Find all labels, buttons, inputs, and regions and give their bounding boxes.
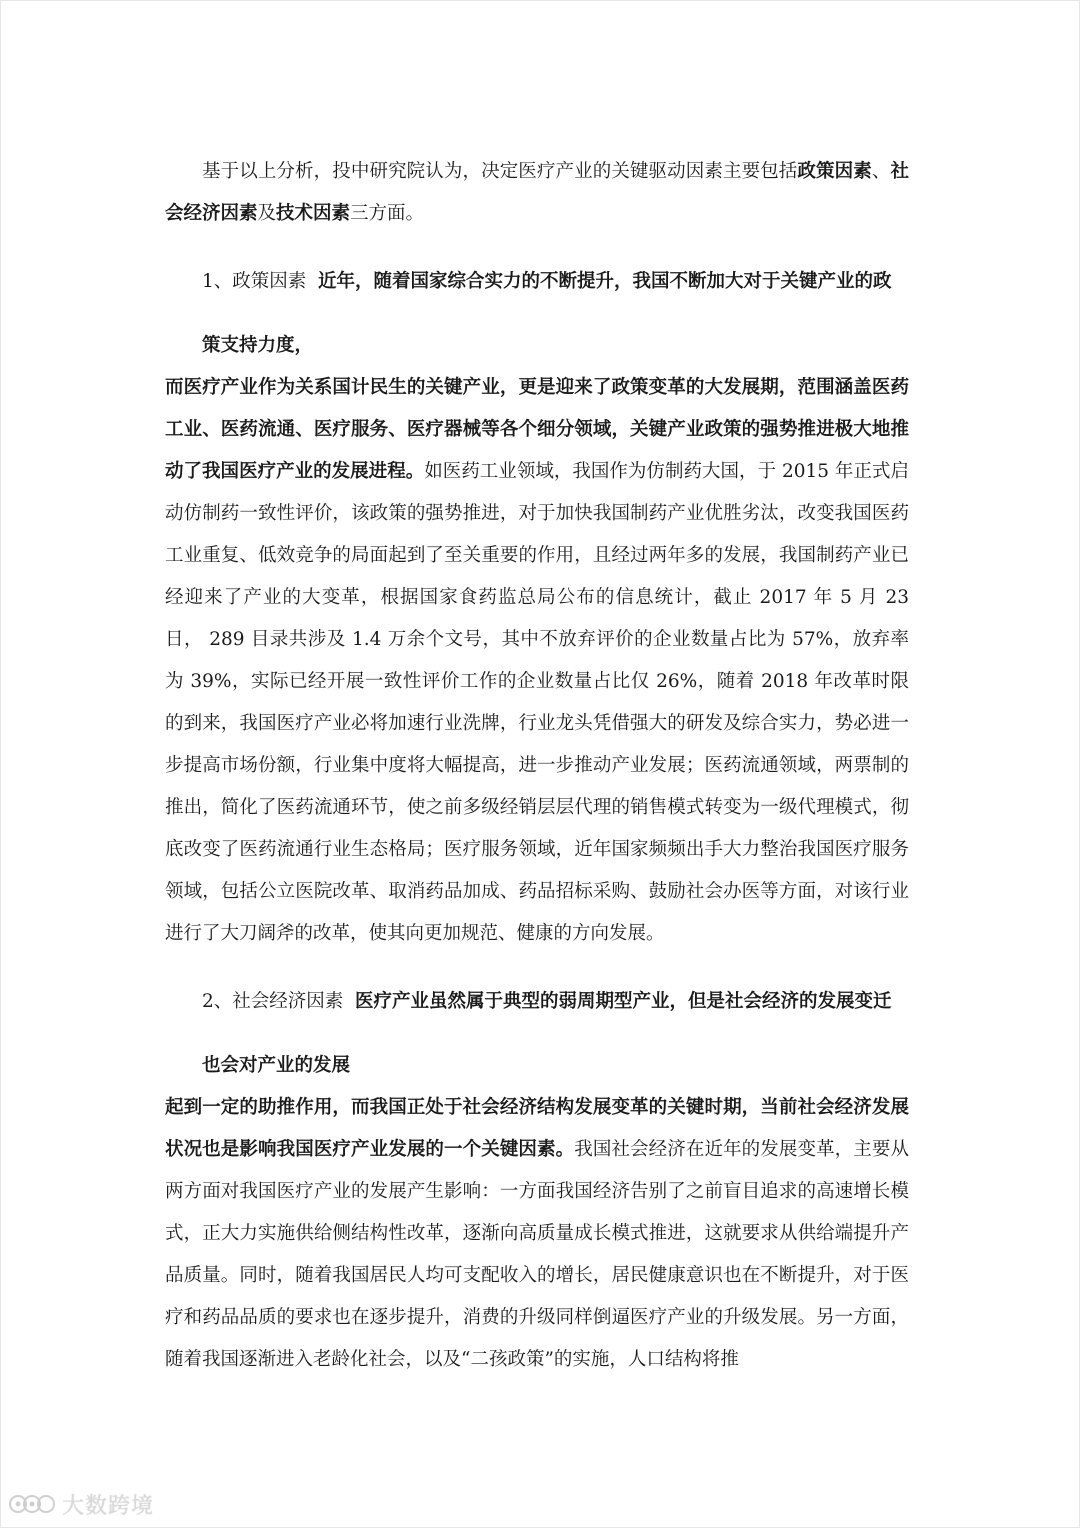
intro-emphasis-socioeconomic: 社会经济因素 [165, 161, 909, 224]
section1-heading-continuation [165, 325, 909, 367]
section2-body-bold: 起到一定的助推作用，而我国正处于社会经济结构发展变革的关键时期，当前社会经济发展状况也是影响我国医疗产业发展的一个关键因素。 [165, 1097, 909, 1160]
intro-paragraph [165, 151, 909, 235]
intro-emphasis-policy: 政策因素 [797, 161, 872, 182]
intro-text: 基于以上分析，投中研究院认为，决定医疗产业的关键驱动因素主要包括 [202, 161, 798, 182]
section2-paragraph [165, 1087, 909, 1381]
section2-heading-continuation [165, 1045, 909, 1087]
section2-body-text: 我国社会经济在近年的发展变革，主要从两方面对我国医疗产业的发展产生影响：一方面我国经济告别了之前盲目追求的高速增长模式，正大力实施供给侧结构性改革，逐渐向高质量成长模式推进，这就要求从供给端提升产品质量。同时，随着我国居民人均可支配收入的增长，居民健康意识也在不断提升，对于医疗和药品品质的要求也在逐步提升，消费的升级同样倒逼医疗产业的升级发展。另一方面，随着我国逐渐进入老龄化社会，以及“二孩政策”的实施，人口结构将推 [165, 1139, 909, 1370]
section1-heading-bold-cont: 策支持力度， [202, 335, 314, 356]
watermark [8, 1488, 154, 1520]
document-body [165, 151, 909, 1381]
section1-body-text: 如医药工业领域，我国作为仿制药大国，于 2015 年正式启动仿制药一致性评价，该政策的强势推进，对于加快我国制药产业优胜劣汰，改变我国医药工业重复、低效竞争的局面起到了至关重要的作用，且经过两年多的发展，我国制药产业已经迎来了产业的大变革，根据国家食药监总局公布的信息统计，截止 2017 年 5 月 23 日， 289 目录共涉及 1.4 万余个文号，其中不放弃评价的企业数量占比为 57%，放弃率为 39%，实际已经开展一致性评价工作的企业数量占比仅 26%，随着 2018 年改革时限的到来，我国医疗产业必将加速行业洗牌，行业龙头凭借强大的研发及综合实力，势必进一步提高市场份额，行业集中度将大幅提高，进一步推动产业发展；医药流通领域，两票制的推出，简化了医药流通环节，使之前多级经销层层代理的销售模式转变为一级代理模式，彻底改变了医药流通行业生态格局；医疗服务领域，近年国家频频出手大力整治我国医疗服务领域，包括公立医院改革、取消药品加成、药品招标采购、鼓励社会办医等方面，对该行业进行了大刀阔斧的改革，使其向更加规范、健康的方向发展。 [165, 461, 909, 944]
section1-heading-bold: 近年，随着国家综合实力的不断提升，我国不断加大对于关键产业的政 [318, 271, 892, 292]
section2-heading-bold-cont: 也会对产业的发展 [202, 1055, 351, 1076]
section1-body-bold: 而医疗产业作为关系国计民生的关键产业，更是迎来了政策变革的大发展期，范围涵盖医药工业、医药流通、医疗服务、医疗器械等各个细分领域，关键产业政策的强势推进极大地推动了我国医疗产业的发展进程。 [165, 377, 909, 482]
section2-label: 2、社会经济因素 [202, 991, 344, 1012]
intro-text: 三方面。 [350, 203, 425, 224]
watermark-text: 大数跨境 [62, 1493, 155, 1519]
section1-heading [165, 261, 909, 303]
section2-heading-bold: 医疗产业虽然属于典型的弱周期型产业，但是社会经济的发展变迁 [355, 991, 892, 1012]
dashu-logo-icon [8, 1492, 56, 1516]
section1-paragraph [165, 367, 909, 955]
intro-text: 及 [257, 203, 277, 224]
section2-heading [165, 981, 909, 1023]
intro-emphasis-technology: 技术因素 [276, 203, 351, 224]
section1-label: 1、政策因素 [202, 271, 307, 292]
intro-text: 、 [871, 161, 891, 182]
